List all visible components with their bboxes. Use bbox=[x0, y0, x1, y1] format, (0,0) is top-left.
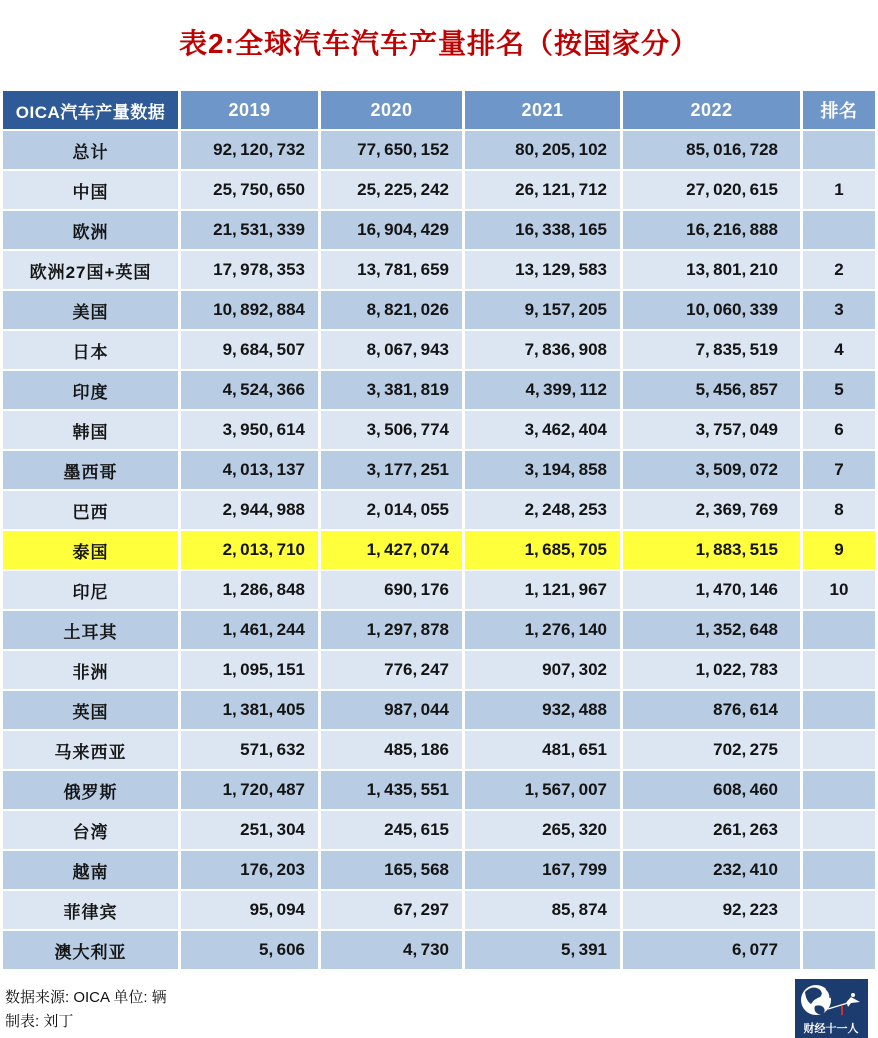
value-cell-2020: 77, 650, 152 bbox=[321, 131, 462, 169]
rank-cell bbox=[803, 851, 875, 889]
value-cell-2019: 21, 531, 339 bbox=[181, 211, 318, 249]
header-cell-2019: 2019 bbox=[181, 91, 318, 129]
value-cell-2021: 1, 685, 705 bbox=[465, 531, 620, 569]
value-cell-2022: 3, 509, 072 bbox=[623, 451, 800, 489]
table-row bbox=[3, 891, 875, 929]
value-cell-2022: 1, 883, 515 bbox=[623, 531, 800, 569]
header-cell-2020: 2020 bbox=[321, 91, 462, 129]
header-row bbox=[3, 91, 875, 129]
country-cell: 总计 bbox=[3, 131, 178, 169]
value-cell-2020: 8, 821, 026 bbox=[321, 291, 462, 329]
table-row bbox=[3, 651, 875, 689]
table-row bbox=[3, 331, 875, 369]
country-cell: 巴西 bbox=[3, 491, 178, 529]
country-cell: 泰国 bbox=[3, 531, 178, 569]
header-cell-2022: 2022 bbox=[623, 91, 800, 129]
header-cell-source: OICA汽车产量数据 bbox=[3, 91, 178, 129]
table-maker-note: 制表: 刘丁 bbox=[5, 1013, 74, 1030]
value-cell-2020: 13, 781, 659 bbox=[321, 251, 462, 289]
rank-cell: 8 bbox=[803, 491, 875, 529]
value-cell-2022: 27, 020, 615 bbox=[623, 171, 800, 209]
value-cell-2022: 16, 216, 888 bbox=[623, 211, 800, 249]
value-cell-2022: 232, 410 bbox=[623, 851, 800, 889]
value-cell-2021: 7, 836, 908 bbox=[465, 331, 620, 369]
value-cell-2020: 245, 615 bbox=[321, 811, 462, 849]
page-title: 表2:全球汽车汽车产量排名（按国家分） bbox=[179, 28, 699, 59]
value-cell-2020: 8, 067, 943 bbox=[321, 331, 462, 369]
value-cell-2022: 13, 801, 210 bbox=[623, 251, 800, 289]
value-cell-2019: 251, 304 bbox=[181, 811, 318, 849]
value-cell-2021: 26, 121, 712 bbox=[465, 171, 620, 209]
value-cell-2020: 690, 176 bbox=[321, 571, 462, 609]
table-row bbox=[3, 171, 875, 209]
value-cell-2022: 7, 835, 519 bbox=[623, 331, 800, 369]
value-cell-2020: 165, 568 bbox=[321, 851, 462, 889]
value-cell-2022: 2, 369, 769 bbox=[623, 491, 800, 529]
value-cell-2021: 907, 302 bbox=[465, 651, 620, 689]
value-cell-2021: 80, 205, 102 bbox=[465, 131, 620, 169]
header-cell-rank: 排名 bbox=[803, 91, 875, 129]
table-row bbox=[3, 531, 875, 569]
country-cell: 英国 bbox=[3, 691, 178, 729]
table-row bbox=[3, 691, 875, 729]
value-cell-2021: 1, 121, 967 bbox=[465, 571, 620, 609]
value-cell-2019: 1, 720, 487 bbox=[181, 771, 318, 809]
value-cell-2019: 95, 094 bbox=[181, 891, 318, 929]
header-cell-2021: 2021 bbox=[465, 91, 620, 129]
rank-cell bbox=[803, 131, 875, 169]
value-cell-2020: 2, 014, 055 bbox=[321, 491, 462, 529]
value-cell-2019: 1, 095, 151 bbox=[181, 651, 318, 689]
value-cell-2021: 16, 338, 165 bbox=[465, 211, 620, 249]
value-cell-2019: 5, 606 bbox=[181, 931, 318, 969]
value-cell-2019: 10, 892, 884 bbox=[181, 291, 318, 329]
country-cell: 菲律宾 bbox=[3, 891, 178, 929]
table-row bbox=[3, 851, 875, 889]
value-cell-2019: 2, 944, 988 bbox=[181, 491, 318, 529]
value-cell-2020: 987, 044 bbox=[321, 691, 462, 729]
value-cell-2021: 1, 276, 140 bbox=[465, 611, 620, 649]
rank-cell bbox=[803, 211, 875, 249]
value-cell-2022: 608, 460 bbox=[623, 771, 800, 809]
value-cell-2020: 776, 247 bbox=[321, 651, 462, 689]
country-cell: 印度 bbox=[3, 371, 178, 409]
value-cell-2020: 16, 904, 429 bbox=[321, 211, 462, 249]
data-source-note: 数据来源: OICA 单位: 辆 bbox=[5, 989, 167, 1006]
value-cell-2022: 876, 614 bbox=[623, 691, 800, 729]
value-cell-2020: 1, 427, 074 bbox=[321, 531, 462, 569]
value-cell-2021: 3, 194, 858 bbox=[465, 451, 620, 489]
logo-text: 财经十一人 bbox=[803, 1023, 859, 1035]
value-cell-2021: 85, 874 bbox=[465, 891, 620, 929]
value-cell-2020: 1, 297, 878 bbox=[321, 611, 462, 649]
country-cell: 非洲 bbox=[3, 651, 178, 689]
value-cell-2019: 176, 203 bbox=[181, 851, 318, 889]
value-cell-2022: 3, 757, 049 bbox=[623, 411, 800, 449]
rank-cell: 3 bbox=[803, 291, 875, 329]
rank-cell: 9 bbox=[803, 531, 875, 569]
table-row bbox=[3, 931, 875, 969]
country-cell: 越南 bbox=[3, 851, 178, 889]
value-cell-2022: 1, 352, 648 bbox=[623, 611, 800, 649]
rank-cell bbox=[803, 931, 875, 969]
value-cell-2022: 5, 456, 857 bbox=[623, 371, 800, 409]
table-row bbox=[3, 731, 875, 769]
value-cell-2022: 6, 077 bbox=[623, 931, 800, 969]
value-cell-2019: 25, 750, 650 bbox=[181, 171, 318, 209]
rank-cell: 6 bbox=[803, 411, 875, 449]
rank-cell bbox=[803, 611, 875, 649]
value-cell-2022: 10, 060, 339 bbox=[623, 291, 800, 329]
value-cell-2019: 9, 684, 507 bbox=[181, 331, 318, 369]
country-cell: 墨西哥 bbox=[3, 451, 178, 489]
value-cell-2019: 1, 381, 405 bbox=[181, 691, 318, 729]
country-cell: 日本 bbox=[3, 331, 178, 369]
table-row bbox=[3, 131, 875, 169]
value-cell-2021: 2, 248, 253 bbox=[465, 491, 620, 529]
rank-cell bbox=[803, 811, 875, 849]
value-cell-2022: 261, 263 bbox=[623, 811, 800, 849]
value-cell-2019: 571, 632 bbox=[181, 731, 318, 769]
value-cell-2021: 932, 488 bbox=[465, 691, 620, 729]
value-cell-2020: 3, 506, 774 bbox=[321, 411, 462, 449]
country-cell: 俄罗斯 bbox=[3, 771, 178, 809]
caijing-logo bbox=[795, 979, 868, 1038]
value-cell-2019: 2, 013, 710 bbox=[181, 531, 318, 569]
value-cell-2019: 17, 978, 353 bbox=[181, 251, 318, 289]
value-cell-2019: 4, 013, 137 bbox=[181, 451, 318, 489]
value-cell-2022: 1, 470, 146 bbox=[623, 571, 800, 609]
production-table bbox=[0, 89, 878, 971]
value-cell-2019: 1, 461, 244 bbox=[181, 611, 318, 649]
rank-cell: 5 bbox=[803, 371, 875, 409]
table-row bbox=[3, 571, 875, 609]
value-cell-2021: 167, 799 bbox=[465, 851, 620, 889]
rank-cell: 7 bbox=[803, 451, 875, 489]
country-cell: 美国 bbox=[3, 291, 178, 329]
value-cell-2020: 3, 177, 251 bbox=[321, 451, 462, 489]
table-row bbox=[3, 411, 875, 449]
value-cell-2020: 25, 225, 242 bbox=[321, 171, 462, 209]
country-cell: 欧洲27国+英国 bbox=[3, 251, 178, 289]
value-cell-2020: 485, 186 bbox=[321, 731, 462, 769]
rank-cell: 10 bbox=[803, 571, 875, 609]
value-cell-2019: 3, 950, 614 bbox=[181, 411, 318, 449]
rank-cell bbox=[803, 891, 875, 929]
rank-cell bbox=[803, 651, 875, 689]
country-cell: 土耳其 bbox=[3, 611, 178, 649]
country-cell: 中国 bbox=[3, 171, 178, 209]
logo-red-mark bbox=[841, 1006, 843, 1015]
value-cell-2020: 4, 730 bbox=[321, 931, 462, 969]
table-row bbox=[3, 491, 875, 529]
country-cell: 澳大利亚 bbox=[3, 931, 178, 969]
value-cell-2021: 3, 462, 404 bbox=[465, 411, 620, 449]
table-row bbox=[3, 611, 875, 649]
rank-cell bbox=[803, 731, 875, 769]
value-cell-2021: 13, 129, 583 bbox=[465, 251, 620, 289]
value-cell-2020: 1, 435, 551 bbox=[321, 771, 462, 809]
rank-cell bbox=[803, 771, 875, 809]
table-row bbox=[3, 811, 875, 849]
country-cell: 印尼 bbox=[3, 571, 178, 609]
value-cell-2021: 1, 567, 007 bbox=[465, 771, 620, 809]
rank-cell: 2 bbox=[803, 251, 875, 289]
value-cell-2019: 4, 524, 366 bbox=[181, 371, 318, 409]
value-cell-2021: 481, 651 bbox=[465, 731, 620, 769]
rank-cell: 4 bbox=[803, 331, 875, 369]
value-cell-2022: 92, 223 bbox=[623, 891, 800, 929]
value-cell-2021: 9, 157, 205 bbox=[465, 291, 620, 329]
value-cell-2020: 67, 297 bbox=[321, 891, 462, 929]
country-cell: 马来西亚 bbox=[3, 731, 178, 769]
rank-cell bbox=[803, 691, 875, 729]
table-row bbox=[3, 771, 875, 809]
value-cell-2022: 702, 275 bbox=[623, 731, 800, 769]
table-row bbox=[3, 251, 875, 289]
value-cell-2019: 1, 286, 848 bbox=[181, 571, 318, 609]
value-cell-2022: 1, 022, 783 bbox=[623, 651, 800, 689]
table-row bbox=[3, 371, 875, 409]
table-row bbox=[3, 451, 875, 489]
country-cell: 韩国 bbox=[3, 411, 178, 449]
value-cell-2019: 92, 120, 732 bbox=[181, 131, 318, 169]
rank-cell: 1 bbox=[803, 171, 875, 209]
table-row bbox=[3, 211, 875, 249]
value-cell-2021: 265, 320 bbox=[465, 811, 620, 849]
table-row bbox=[3, 291, 875, 329]
value-cell-2021: 5, 391 bbox=[465, 931, 620, 969]
value-cell-2021: 4, 399, 112 bbox=[465, 371, 620, 409]
country-cell: 欧洲 bbox=[3, 211, 178, 249]
globe-icon bbox=[801, 985, 831, 1015]
production-table-wrap bbox=[0, 89, 878, 971]
country-cell: 台湾 bbox=[3, 811, 178, 849]
value-cell-2022: 85, 016, 728 bbox=[623, 131, 800, 169]
value-cell-2020: 3, 381, 819 bbox=[321, 371, 462, 409]
